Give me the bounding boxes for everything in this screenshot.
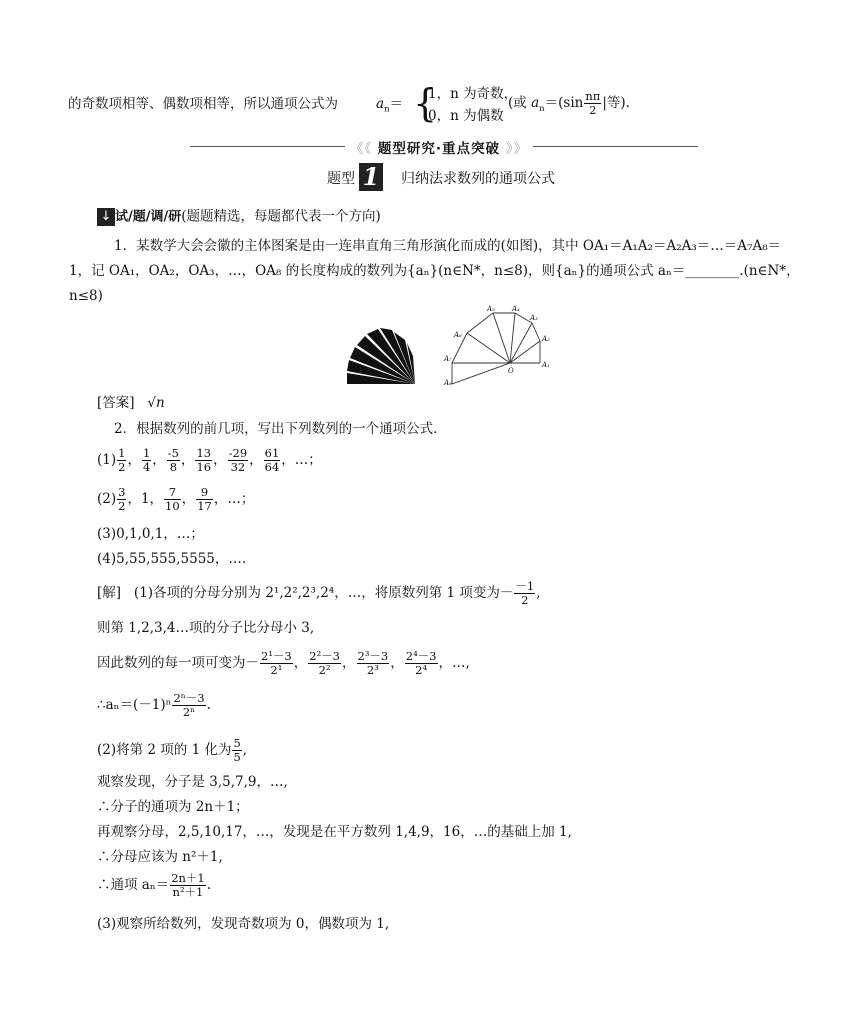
sequence-fraction: $\frac{9}{17}$ (197, 485, 212, 514)
brace: { (413, 81, 438, 125)
solution-step-2f: ∴通项 aₙ＝ $\frac{2n+1}{\text{n²＋1}}$ . (97, 871, 212, 900)
fig-label-a6: A₆ (454, 331, 462, 339)
download-arrow-icon: ↓ (97, 208, 115, 226)
sequence-fraction: $\frac{-29}{32}$ (228, 446, 248, 475)
fig-label-a1: A₁ (542, 361, 550, 369)
q1-line2: 1，记 OA₁，OA₂，OA₃，…，OA₈ 的长度构成的数列为{aₙ}(n∈N*，n≤8)，则{aₙ}的通项公式 aₙ＝________.(n∈N*， (69, 263, 800, 279)
solution-fraction: $\frac{\text{2²－3}}{\text{2²}}$ (309, 649, 340, 678)
q2-part4: (4)5,55,555,5555，…. (97, 551, 247, 567)
solution-fraction: $\frac{\text{2¹－3}}{\text{2¹}}$ (261, 649, 292, 678)
section-number-badge: 1 (359, 163, 383, 191)
sequence-fraction: $\frac{1}{4}$ (142, 446, 151, 475)
solution-step-2a: (2)将第 2 项的 1 化为 $\frac{5}{5}$ , (97, 736, 248, 765)
answer-label: [答案] (97, 395, 135, 411)
top-line-prefix: 的奇数项相等、偶数项相等，所以通项公式为 (68, 96, 338, 112)
q2-part1: (1) $\frac{1}{2}$ ， $\frac{1}{4}$ ， $\frac{-5}{8}$ ， $\frac{13}{16}$ ， $\frac{-29}{32}$ ， $\frac{61}{64}$ ，…； (97, 446, 322, 475)
solution-step-1b: 则第 1,2,3,4…项的分子比分母小 3, (97, 620, 315, 636)
banner-title: 《《 题型研究·重点突破 》》 (349, 141, 529, 157)
banner-line-left (190, 146, 345, 147)
sequence-fraction: $\frac{61}{64}$ (264, 446, 280, 475)
section-label: 题型 (327, 171, 355, 187)
practice-label: 试/题/调/研 (115, 209, 182, 225)
alt-formula: (或 $a_n=(\sin$ $\frac{n\pi}{2}$ |等). (508, 89, 630, 118)
q2-part3: (3)0,1,0,1，…； (97, 526, 204, 542)
solution-step-2e: ∴分母应该为 n²＋1, (97, 849, 223, 865)
q1-line3: n≤8) (69, 288, 103, 304)
q1-line1: 1．某数学大会会徽的主体图案是由一连串直角三角形演化而成的(如图)，其中 OA₁＝A₁A₂＝A₂A₃＝…＝A₇A₈＝ (114, 238, 782, 254)
sequence-fraction: $\frac{-5}{8}$ (167, 446, 179, 475)
solution-step-1a: [解] (1)各项的分母分别为 2¹,2²,2³,2⁴，…，将原数列第 1 项变为－ $\frac{-1}{2}$ , (97, 579, 541, 608)
solution-step-2b: 观察发现，分子是 3,5,7,9，…, (97, 774, 288, 790)
case-1: 1，n 为奇数， (428, 86, 518, 102)
section-title: 归纳法求数列的通项公式 (401, 171, 555, 187)
practice-note: (题题精选，每题都代表一个方向) (181, 208, 381, 225)
fig-label-a8: A₈ (444, 379, 452, 387)
practice-header (97, 208, 381, 226)
fig-label-a2: A₂ (542, 335, 550, 343)
sequence-fraction: $\frac{7}{10}$ (165, 485, 180, 514)
fig-label-a7: A₇ (444, 355, 452, 363)
sequence-fraction: $\frac{1}{2}$ (118, 446, 126, 475)
solution-step-3: (3)观察所给数列，发现奇数项为 0，偶数项为 1, (97, 916, 390, 932)
sequence-fraction: $\frac{13}{16}$ (196, 446, 212, 475)
solution-step-1c: 因此数列的每一项可变为－ $\frac{\text{2¹－3}}{\text{2¹}}$ ， $\frac{\text{2²－3}}{\text{2²}}$ ， $\frac{\text{2³－3}}{\text{2³}}$ ， $\frac{\text{2⁴－3}}{\text{2⁴}}$ ，…, (97, 649, 470, 678)
fig-label-a3: A₃ (530, 314, 538, 322)
solution-step-2d: 再观察分母，2,5,10,17，…，发现是在平方数列 1,4,9，16，…的基础上加 1, (97, 824, 572, 840)
solution-label: [解] (97, 585, 122, 602)
answer-value: √n (147, 395, 165, 411)
spiral-figure (440, 305, 570, 390)
solution-fraction: $\frac{\text{2⁴－3}}{\text{2⁴}}$ (405, 649, 437, 678)
solution-fraction: $\frac{\text{2³－3}}{\text{2³}}$ (357, 649, 389, 678)
fig-label-a5: A₅ (487, 305, 495, 313)
solution-step-1d: ∴aₙ＝(－1)ⁿ $\frac{\text{2ⁿ－3}}{\text{2ⁿ}}$ . (97, 691, 211, 720)
emblem-figure (345, 328, 417, 386)
q2-stem: 2．根据数列的前几项，写出下列数列的一个通项公式． (114, 421, 447, 437)
q2-part2: (2) $\frac{3}{2}$ ，1， $\frac{7}{10}$ ， $\frac{9}{17}$ ，…； (97, 485, 255, 514)
fig-label-o: O (508, 367, 514, 375)
case-2: 0，n 为偶数 (428, 108, 504, 124)
banner-line-right (533, 146, 698, 147)
fig-label-a4: A₄ (512, 305, 520, 313)
top-line-formula: $a_n=$ (376, 96, 404, 115)
solution-step-2c: ∴分子的通项为 2n＋1； (97, 799, 249, 815)
answer-row (97, 397, 165, 411)
